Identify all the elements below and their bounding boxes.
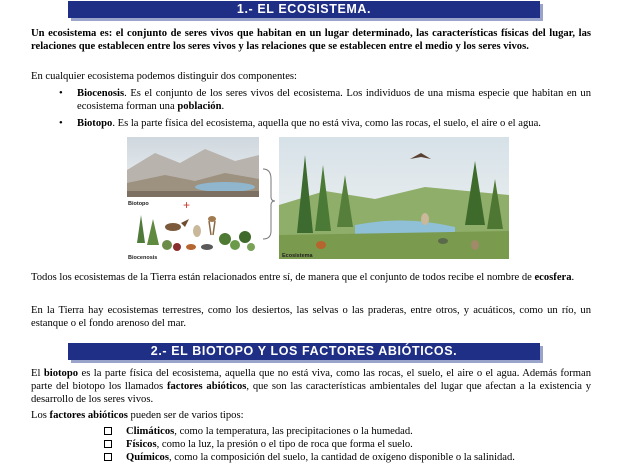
checkbox-square-icon [104, 453, 112, 461]
ecosfera-paragraph: Todos los ecosistemas de la Tierra están relacionados entre sí, de manera que el conjunto de todos recibe el nombre de ecosfera. [31, 272, 575, 283]
ecosystem-figure [125, 135, 511, 262]
label-biocenosis: Biocenosis [128, 255, 158, 261]
label-ecosistema: Ecosistema [282, 253, 313, 259]
label-biotopo: Biotopo [128, 201, 149, 207]
biotopo-landscape [127, 137, 259, 197]
bullet-dot: • [59, 118, 63, 129]
components-intro: En cualquier ecosistema podemos distinguir dos componentes: [31, 71, 297, 82]
section-1-title: 1.- EL ECOSISTEMA. [68, 1, 540, 18]
factor-types-intro: Los factores abióticos pueden ser de varios tipos: [31, 410, 244, 421]
checkbox-square-icon [104, 440, 112, 448]
bullet-dot: • [59, 88, 63, 99]
plus-sign: + [183, 198, 191, 212]
ecosystem-types-paragraph: En la Tierra hay ecosistemas terrestres, como los desiertos, las selvas o las praderas, entre otros, y acuáticos, como un río, un estanque o el fondo arenoso del mar. [31, 305, 591, 329]
checkbox-square-icon [104, 427, 112, 435]
ecosistema-scene [279, 137, 509, 259]
biotopo-paragraph: El biotopo es la parte física del ecosistema, aquella que no está viva, como las rocas, el suelo, el aire o el agua. Además forman parte del biotopo los llamados factores abióticos, que son las características ambientales del lugar que afectan a la existencia y desarrollo de los seres vivos. [31, 368, 591, 405]
ecosystem-definition: Un ecosistema es: el conjunto de seres vivos que habitan en un lugar determinado, las características físicas del lugar, las relaciones que establecen entre los seres vivos y las relaciones que se establecen entre el medio y los seres vivos. [31, 28, 591, 52]
section-2-title: 2.- EL BIOTOPO Y LOS FACTORES ABIÓTICOS. [68, 343, 540, 360]
